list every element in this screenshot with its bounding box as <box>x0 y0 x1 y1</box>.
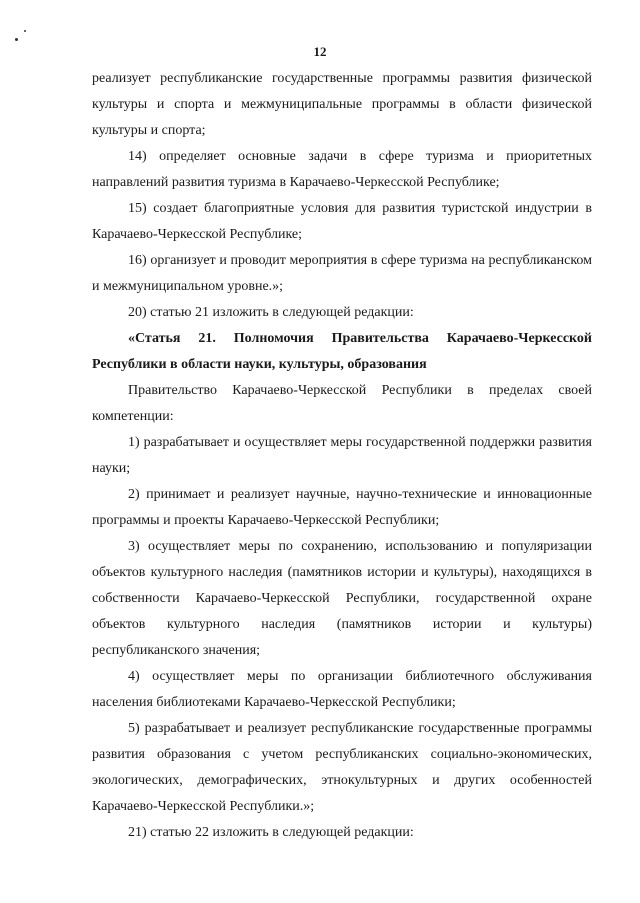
article-21-heading: «Статья 21. Полномочия Правительства Карачаево-Черкесской Республики в области науки, культуры, образования <box>92 331 592 372</box>
paragraph-item-15: 15) создает благоприятные условия для развития туристской индустрии в Карачаево-Черкесской Республике; <box>92 201 592 242</box>
paragraph-continuation: реализует республиканские государственные программы развития физической культуры и спорта и межмуниципальные программы в области физической культуры и спорта; <box>92 71 592 138</box>
page-number: 12 <box>313 44 327 59</box>
paragraph-amendment-21: 21) статью 22 изложить в следующей редакции: <box>128 825 414 840</box>
document-body <box>92 66 592 846</box>
paragraph-item-3: 3) осуществляет меры по сохранению, использованию и популяризации объектов культурного наследия (памятников истории и культуры), находящихся в собственности Карачаево-Черкесской Республики, государственной охране объектов культурного наследия (памятников истории и культуры) республиканского значения; <box>92 539 592 658</box>
paragraph-item-14: 14) определяет основные задачи в сфере туризма и приоритетных направлений развития туризма в Карачаево-Черкесской Республике; <box>92 149 592 190</box>
paragraph-item-2: 2) принимает и реализует научные, научно-технические и инновационные программы и проекты Карачаево-Черкесской Республики; <box>92 487 592 528</box>
paragraph-amendment-20: 20) статью 21 изложить в следующей редакции: <box>128 305 414 320</box>
paragraph-item-4: 4) осуществляет меры по организации библиотечного обслуживания населения библиотеками Карачаево-Черкесской Республики; <box>92 669 592 710</box>
scan-speck <box>15 38 18 41</box>
paragraph-item-5: 5) разрабатывает и реализует республиканские государственные программы развития образования с учетом республиканских социально-экономических, экологических, демографических, этнокультурных и других особенностей Карачаево-Черкесской Республики.»; <box>92 721 592 814</box>
scan-speck <box>24 30 26 32</box>
paragraph-item-1: 1) разрабатывает и осуществляет меры государственной поддержки развития науки; <box>92 435 592 476</box>
paragraph-item-16: 16) организует и проводит мероприятия в сфере туризма на республиканском и межмуниципальном уровне.»; <box>92 253 592 294</box>
paragraph-competence-intro: Правительство Карачаево-Черкесской Республики в пределах своей компетенции: <box>92 383 592 424</box>
